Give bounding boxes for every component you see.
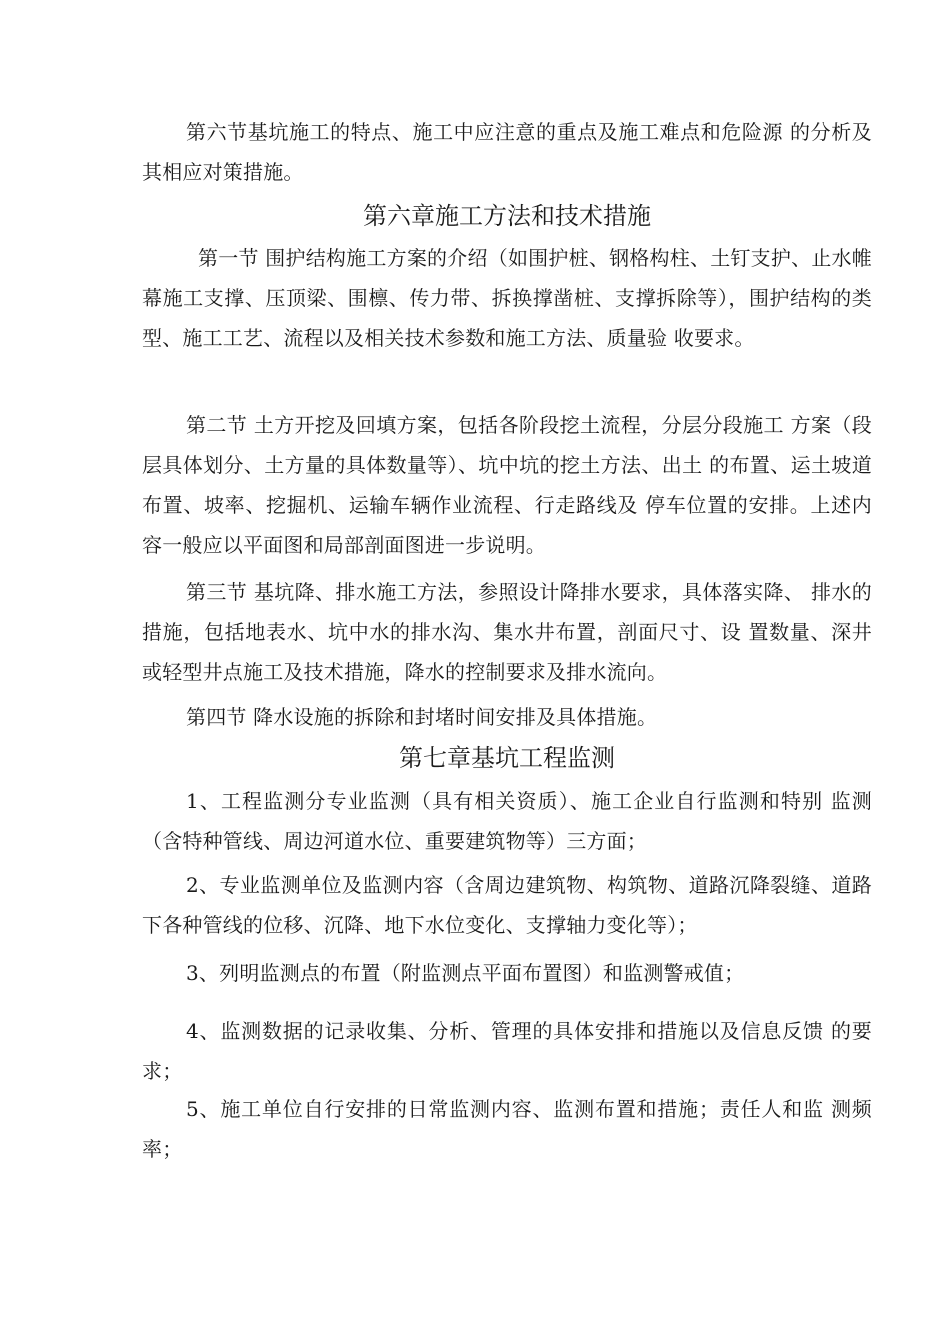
paragraph-ch7-item4: 4、监测数据的记录收集、分析、管理的具体安排和措施以及信息反馈 的要求； — [142, 1019, 872, 1083]
paragraph-ch7-item1: 1、工程监测分专业监测（具有相关资质）、施工企业自行监测和特别 监测（含特种管线、周边河道水位、重要建筑物等）三方面； — [142, 789, 872, 853]
paragraph-ch7-item2: 2、专业监测单位及监测内容（含周边建筑物、构筑物、道路沉降裂缝、道路下各种管线的位移、沉降、地下水位变化、支撑轴力变化等）； — [142, 873, 872, 937]
paragraph-ch6-section2: 第二节 土方开挖及回填方案，包括各阶段挖土流程，分层分段施工 方案（段层具体划分、土方量的具体数量等）、坑中坑的挖土方法、出土 的布置、运土坡道布置、坡率、挖掘机、运输车辆作业流程、行走路线及 停车位置的安排。上述内容一般应以平面图和局部剖面图进一步说明。 — [142, 413, 872, 557]
chapter6-title: 第六章施工方法和技术措施 — [363, 202, 651, 230]
paragraph-section6: 第六节基坑施工的特点、施工中应注意的重点及施工难点和危险源 的分析及其相应对策措施。 — [142, 120, 872, 184]
paragraph-ch6-section4: 第四节 降水设施的拆除和封堵时间安排及具体措施。 — [186, 705, 658, 729]
paragraph-ch7-item5: 5、施工单位自行安排的日常监测内容、监测布置和措施；责任人和监 测频率； — [142, 1097, 872, 1161]
paragraph-ch6-section1: 第一节 围护结构施工方案的介绍（如围护桩、钢格构柱、土钉支护、止水帷幕施工支撑、压顶梁、围檩、传力带、拆换撑凿桩、支撑拆除等），围护结构的类型、施工工艺、流程以及相关技术参数和施工方法、质量验 收要求。 — [142, 246, 872, 350]
chapter7-title: 第七章基坑工程监测 — [399, 744, 615, 772]
paragraph-ch7-item3: 3、列明监测点的布置（附监测点平面布置图）和监测警戒值； — [186, 961, 745, 985]
paragraph-ch6-section3: 第三节 基坑降、排水施工方法，参照设计降排水要求，具体落实降、 排水的措施，包括地表水、坑中水的排水沟、集水井布置，剖面尺寸、设 置数量、深井或轻型井点施工及技术措施，降水的控制要求及排水流向。 — [142, 580, 872, 684]
